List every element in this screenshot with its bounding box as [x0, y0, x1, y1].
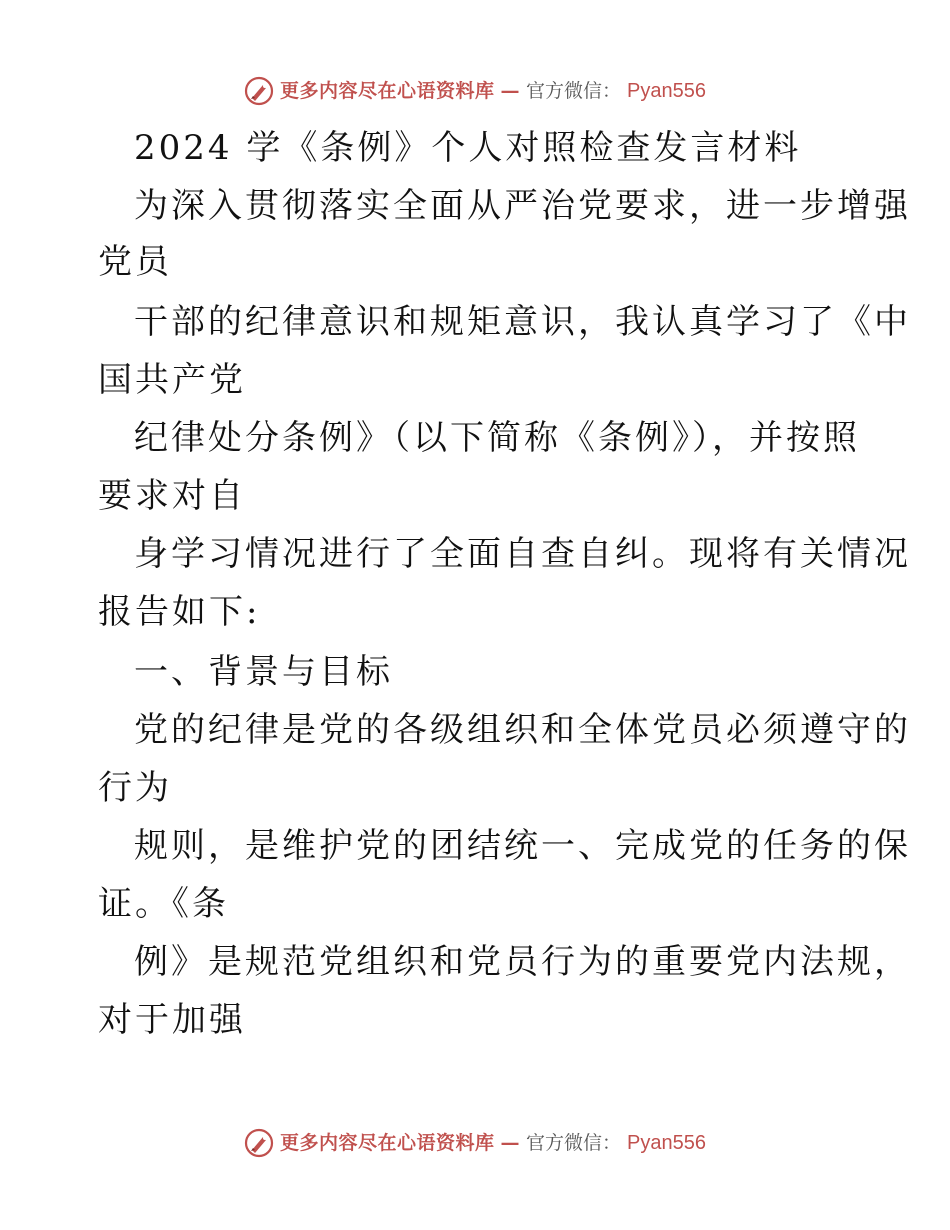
watermark-wechat-label: 官方微信： [526, 80, 622, 102]
body-line: 干部的纪律意识和规矩意识，我认真学习了《中 [134, 302, 911, 342]
body-line: 国共产党 [98, 360, 246, 400]
watermark-wechat-id: Pyan556 [627, 1132, 706, 1154]
pen-logo-icon [244, 1128, 274, 1158]
body-line: 例》是规范党组织和党员行为的重要党内法规， [134, 942, 911, 982]
watermark-wechat-label: 官方微信： [526, 1132, 622, 1154]
body-line: 规则，是维护党的团结统一、完成党的任务的保 [134, 826, 911, 866]
body-line: 行为 [98, 768, 172, 808]
body-line: 为深入贯彻落实全面从严治党要求，进一步增强 [134, 186, 911, 226]
watermark-brand: 更多内容尽在心语资料库 [280, 80, 495, 102]
watermark-wechat-id: Pyan556 [627, 80, 706, 102]
body-line: 党的纪律是党的各级组织和全体党员必须遵守的 [134, 710, 911, 750]
body-line: 要求对自 [98, 476, 246, 516]
section-heading: 一、背景与目标 [134, 652, 393, 692]
document-title: 2024 学《条例》个人对照检查发言材料 [134, 128, 802, 168]
body-line: 党员 [98, 242, 172, 282]
watermark-dash: — [500, 80, 521, 102]
body-line: 对于加强 [98, 1000, 246, 1040]
body-line: 证。《条 [98, 884, 229, 924]
watermark-brand: 更多内容尽在心语资料库 [280, 1132, 495, 1154]
pen-logo-icon [244, 76, 274, 106]
watermark-footer [0, 1128, 950, 1158]
body-line: 身学习情况进行了全面自查自纠。现将有关情况 [134, 534, 911, 574]
watermark-header [0, 76, 950, 106]
body-line: 纪律处分条例》（以下简称《条例》），并按照 [134, 418, 860, 458]
body-line: 报告如下: [98, 592, 261, 632]
watermark-dash: — [500, 1132, 521, 1154]
